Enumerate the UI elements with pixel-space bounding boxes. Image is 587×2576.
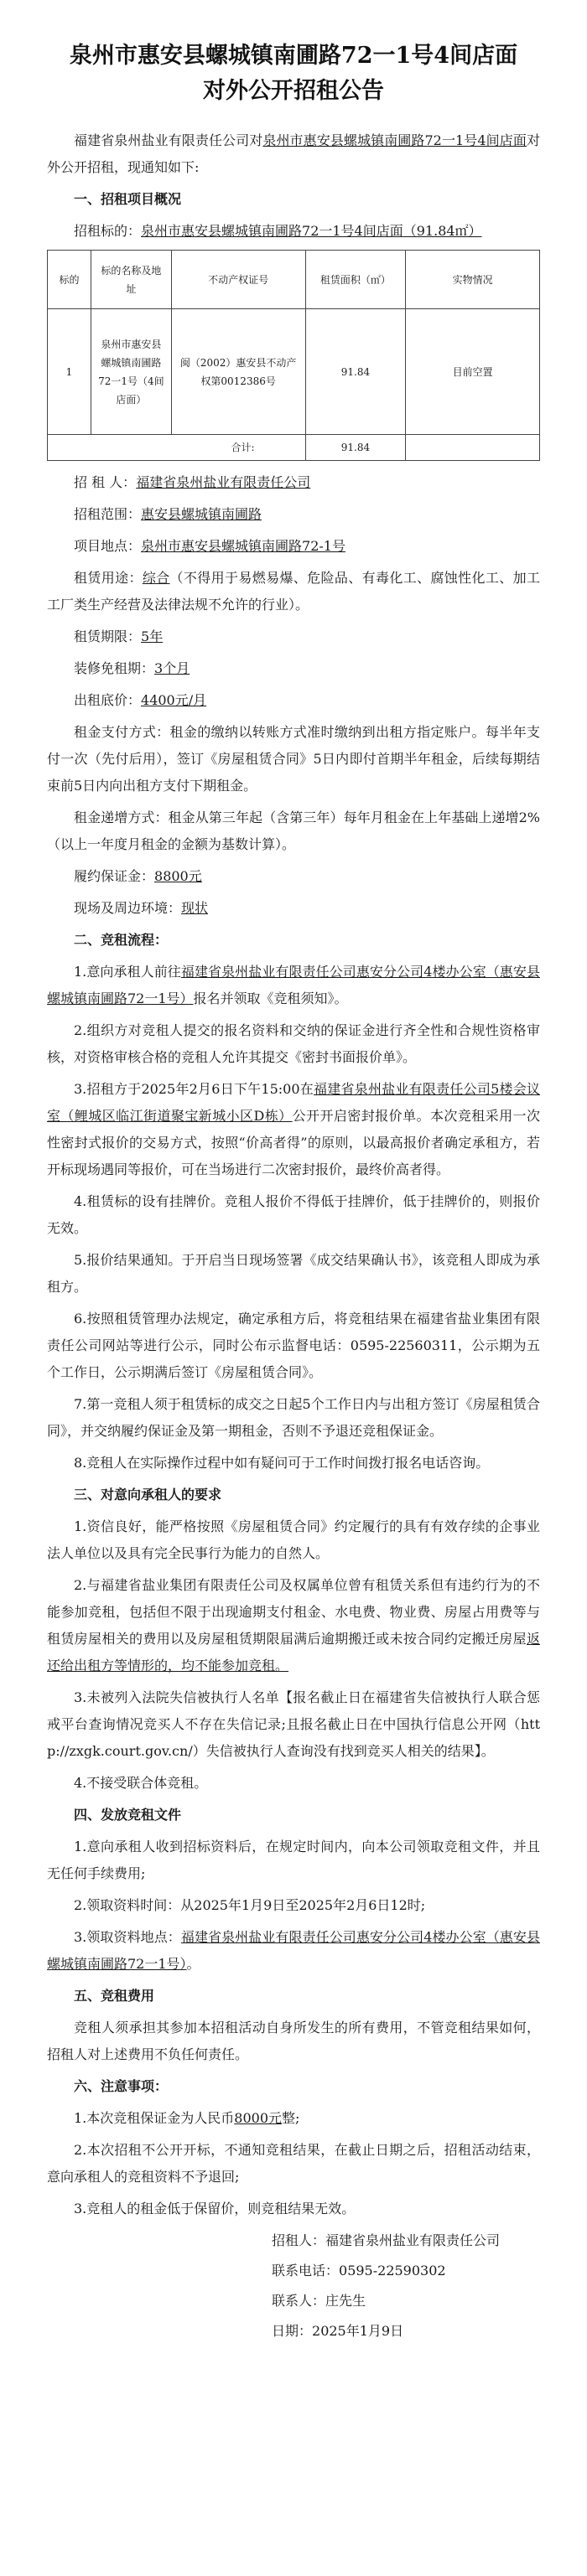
price-line	[47, 687, 540, 714]
signature-date	[47, 2318, 540, 2345]
intro-suffix: 对外公开招租，现通知如下:	[47, 132, 540, 175]
use-label: 租赁用途：	[74, 570, 143, 586]
target-label: 招租标的：	[74, 223, 142, 239]
section-3-title: 三、对意向承租人的要求	[74, 1487, 222, 1503]
term-line	[47, 623, 540, 650]
process-1-prefix: 1.意向承租人前往	[74, 964, 181, 980]
requirement-item-4: 4.不接受联合体竞租。	[74, 1775, 208, 1791]
section-1-title: 一、招租项目概况	[74, 191, 182, 207]
notice-item-1	[47, 2105, 540, 2132]
process-1-suffix: 报名并领取《竞租须知》。	[193, 991, 348, 1006]
increase-paragraph: 租金递增方式：租金从第三年起（含第三年）每年月租金在上年基础上递增2%（以上一年度月租金的金额为基数计算）。	[47, 810, 540, 852]
col-header-area: 租赁面积（㎡）	[305, 251, 406, 309]
process-item-4: 4.租赁标的设有挂牌价。竞租人报价不得低于挂牌价，低于挂牌价的，则报价无效。	[47, 1193, 540, 1236]
scope-label: 招租范围：	[74, 506, 142, 522]
signature-contact-value: 庄先生	[325, 2293, 366, 2309]
cell-address: 泉州市惠安县螺城镇南圃路72一1号（4间店面）	[91, 309, 171, 435]
section-2-title: 二、竞租流程：	[74, 932, 169, 948]
process-item-7: 7.第一竞租人须于租赁标的成交之日起5个工作日内与出租方签订《房屋租赁合同》，并交纳履约保证金及第一期租金，否则不予退还竞租保证金。	[47, 1396, 540, 1439]
notice-1-value: 8000元	[234, 2110, 283, 2126]
term-value: 5年	[141, 628, 164, 644]
cell-area: 91.84	[305, 309, 406, 435]
col-header-no: 标的	[48, 251, 91, 309]
signature-contact	[47, 2288, 540, 2315]
signature-company-value: 福建省泉州盐业有限责任公司	[325, 2232, 501, 2248]
requirement-item-1: 1.资信良好，能严格按照《房屋租赁合同》约定履行的具有有效存续的企事业法人单位以及具有完全民事行为能力的自然人。	[47, 1518, 540, 1561]
document-3-suffix: 。	[186, 1956, 200, 1972]
lessor-value: 福建省泉州盐业有限责任公司	[136, 474, 311, 490]
condition-value: 现状	[181, 900, 209, 916]
use-line	[47, 565, 540, 618]
deposit-line	[47, 863, 540, 890]
intro-paragraph	[47, 127, 540, 181]
cell-no: 1	[48, 309, 91, 435]
target-area: （91.84㎡）	[403, 223, 482, 239]
cell-cert: 闽（2002）惠安县不动产权第0012386号	[171, 309, 305, 435]
lease-table	[47, 250, 540, 461]
requirement-2-prefix: 2.与福建省盐业集团有限责任公司及权属单位曾有租赁关系但有违约行为的不能参加竞租，包括但不限于出现逾期支付租金、水电费、物业费、房屋占用费等与租赁房屋相关的费用以及房屋租赁期限届满后逾期搬迁或未按合同约定搬迁房屋	[47, 1577, 540, 1647]
scope-line	[47, 501, 540, 528]
table-total-row	[48, 435, 540, 461]
cell-status: 目前空置	[406, 309, 540, 435]
process-item-5: 5.报价结果通知。于开启当日现场签署《成交结果确认书》，该竞租人即成为承租方。	[47, 1252, 540, 1295]
document-item-2: 2.领取资料时间：从2025年1月9日至2025年2月6日12时;	[74, 1897, 426, 1913]
process-item-2: 2.组织方对竞租人提交的报名资料和交纳的保证金进行齐全性和合规性资格审核，对资格审核合格的竞租人允许其提交《密封书面报价单》。	[47, 1022, 540, 1065]
requirement-item-2	[47, 1572, 540, 1679]
table-row	[48, 309, 540, 435]
signature-phone-value: 0595-22590302	[339, 2263, 446, 2279]
process-item-3	[47, 1076, 540, 1183]
requirement-2-tail: 返还给出租方等情形的，均不能参加竞租。	[47, 1631, 540, 1673]
col-header-status: 实物情况	[406, 251, 540, 309]
target-value: 泉州市惠安县螺城镇南圃路72一1号4间店面	[141, 223, 403, 239]
signature-company	[47, 2227, 540, 2254]
requirement-item-3: 3.未被列入法院失信被执行人名单【报名截止日在福建省失信被执行人联合惩戒平台查询情况竞买人不存在失信记录;且报名截止日在中国执行信息公开网（http://zxgk.court.gov.cn/）失信被执行人查询没有找到竞买人相关的结果】。	[47, 1689, 540, 1759]
table-header-row	[48, 251, 540, 309]
price-value: 4400元/月	[141, 692, 207, 708]
use-value: 综合	[142, 570, 170, 586]
process-item-1	[47, 959, 540, 1012]
total-empty	[406, 435, 540, 461]
term-label: 租赁期限：	[74, 628, 142, 644]
signature-phone	[47, 2258, 540, 2284]
scope-value: 惠安县螺城镇南圃路	[141, 506, 262, 522]
lessor-label: 招 租 人：	[74, 474, 137, 490]
notice-1-prefix: 1.本次竞租保证金为人民币	[74, 2110, 235, 2126]
document-3-place: 福建省泉州盐业有限责任公司惠安分公司4楼办公室（惠安县螺城镇南圃路72一1号）	[47, 1929, 540, 1972]
col-header-cert: 不动产权证号	[171, 251, 305, 309]
section-4-title: 四、发放竞租文件	[74, 1807, 182, 1823]
intro-prefix: 福建省泉州盐业有限责任公司对	[74, 132, 263, 148]
location-value: 泉州市惠安县螺城镇南圃路72-1号	[141, 538, 345, 554]
notice-item-2: 2.本次招租不公开开标，不通知竞租结果，在截止日期之后，招租活动结束，意向承租人的竞租资料不予退回;	[47, 2142, 540, 2185]
decor-line	[47, 655, 540, 682]
document-item-3	[47, 1924, 540, 1978]
signature-block	[47, 2227, 540, 2345]
deposit-value: 8800元	[154, 868, 202, 884]
signature-phone-label: 联系电话：	[272, 2263, 340, 2279]
location-label: 项目地点：	[74, 538, 142, 554]
process-item-8: 8.竞租人在实际操作过程中如有疑问可于工作时间拨打报名电话咨询。	[74, 1455, 490, 1471]
notice-item-3: 3.竞租人的租金低于保留价，则竞租结果无效。	[74, 2201, 356, 2216]
title-line-2: 对外公开招租公告	[203, 78, 384, 104]
signature-date-value: 2025年1月9日	[312, 2323, 404, 2339]
condition-label: 现场及周边环境：	[74, 900, 182, 916]
use-note: （不得用于易燃易爆、危险品、有毒化工、腐蚀性化工、加工工厂类生产经营及法律法规不允许的行业）。	[47, 570, 540, 613]
process-3-place: 福建省泉州盐业有限责任公司5楼会议室（鲤城区临江街道聚宝新城小区D栋）	[47, 1081, 540, 1124]
lessor-line	[47, 469, 540, 496]
condition-line	[47, 895, 540, 922]
process-1-place: 福建省泉州盐业有限责任公司惠安分公司4楼办公室（惠安县螺城镇南圃路72一1号）	[47, 964, 540, 1006]
process-3-prefix: 3.招租方于2025年2月6日下午15:00在	[74, 1081, 314, 1097]
col-header-address: 标的名称及地址	[91, 251, 171, 309]
price-label: 出租底价：	[74, 692, 142, 708]
fee-paragraph: 竞租人须承担其参加本招租活动自身所发生的所有费用，不管竞租结果如何，招租人对上述费用不负任何责任。	[47, 2020, 540, 2062]
section-6-title: 六、注意事项：	[74, 2078, 169, 2094]
page-title	[47, 39, 540, 109]
lease-target	[47, 218, 540, 245]
title-line-1: 泉州市惠安县螺城镇南圃路72一1号4间店面	[69, 43, 518, 69]
decor-value: 3个月	[154, 660, 190, 676]
decor-label: 装修免租期：	[74, 660, 155, 676]
signature-contact-label: 联系人：	[272, 2293, 326, 2309]
intro-property: 泉州市惠安县螺城镇南圃路72一1号4间店面	[262, 132, 527, 148]
location-line	[47, 533, 540, 560]
deposit-label: 履约保证金：	[74, 868, 155, 884]
document-3-prefix: 3.领取资料地点：	[74, 1929, 181, 1945]
total-label: 合计:	[48, 435, 306, 461]
total-area: 91.84	[305, 435, 406, 461]
notice-1-suffix: 整;	[282, 2110, 300, 2126]
process-3-suffix: 公开开启密封报价单。本次竞租采用一次性密封式报价的交易方式，按照“价高者得”的原则，以最高报价者确定承租方，若开标现场遇同等报价，可在当场进行二次密封报价，最终价高者得。	[47, 1108, 540, 1177]
section-5-title: 五、竞租费用	[74, 1988, 155, 2004]
signature-company-label: 招租人：	[272, 2232, 326, 2248]
payment-paragraph: 租金支付方式：租金的缴纳以转账方式准时缴纳到出租方指定账户。每半年支付一次（先付后用），签订《房屋租赁合同》5日内即付首期半年租金，后续每期结束前5日内向出租方支付下期租金。	[47, 724, 540, 794]
signature-date-label: 日期：	[272, 2323, 313, 2339]
document-item-1: 1.意向承租人收到招标资料后，在规定时间内，向本公司领取竞租文件，并且无任何手续费用;	[47, 1839, 540, 1881]
process-item-6: 6.按照租赁管理办法规定，确定承租方后，将竞租结果在福建省盐业集团有限责任公司网站等进行公示，同时公布示监督电话：0595-22560311，公示期为五个工作日，公示期满后签订《房屋租赁合同》。	[47, 1311, 540, 1380]
